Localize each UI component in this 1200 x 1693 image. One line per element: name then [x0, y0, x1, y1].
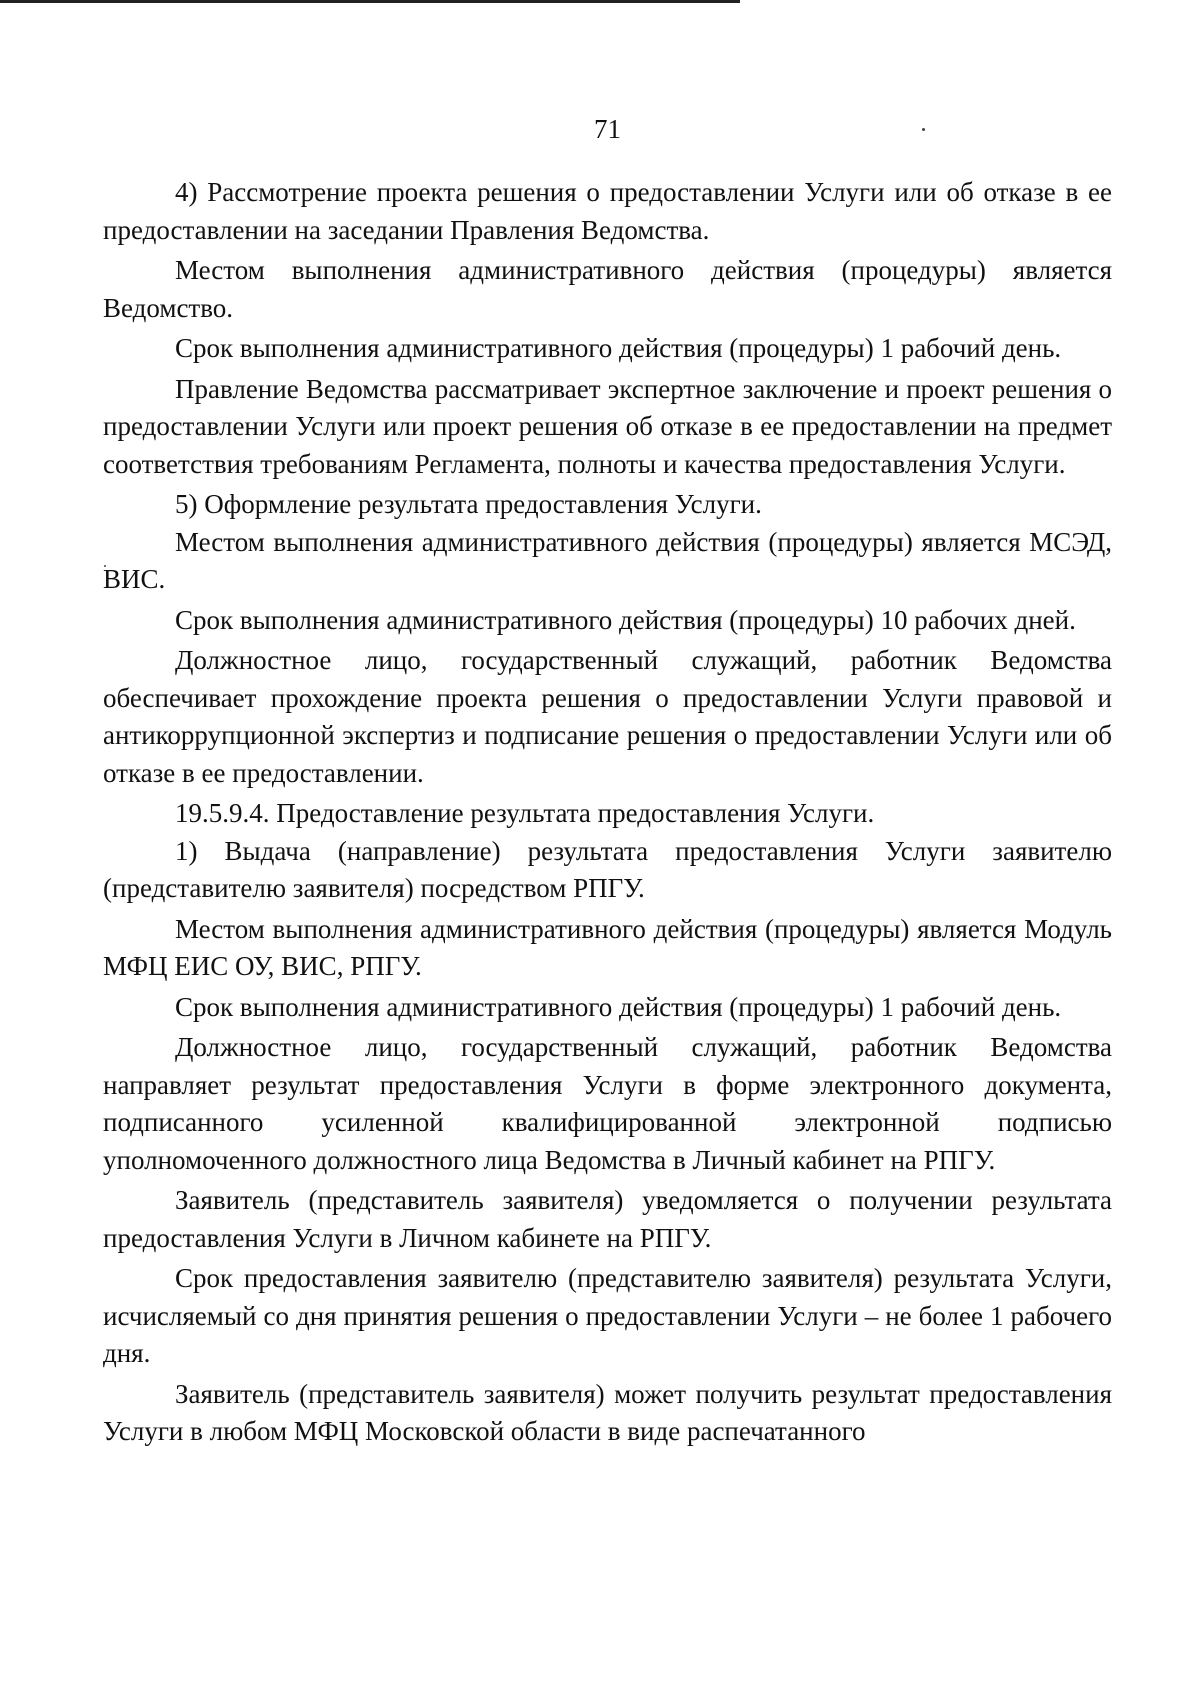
paragraph-step-5-heading: 5) Оформление результата предоставления Услуги. [175, 489, 762, 519]
paragraph-place-of-execution: Местом выполнения административного действия (процедуры) является МСЭД, ВИС. [103, 526, 1112, 594]
paragraph-step-4-heading: 4) Рассмотрение проекта решения о предоставлении Услуги или об отказе в ее предоставлении на заседании Правления Ведомства. [103, 177, 1112, 245]
paragraph-official-duties: Должностное лицо, государственный служащий, работник Ведомства обеспечивает прохождение проекта решения о предоставлении Услуги правовой и антикоррупционной экспертиз и подписание решения о предоставлении Услуги или об отказе в ее предоставлении. [103, 645, 1112, 788]
paragraph-place-of-execution: Местом выполнения административного действия (процедуры) является Модуль МФЦ ЕИС ОУ, ВИС, РПГУ. [103, 913, 1112, 981]
paragraph-execution-term: Срок выполнения административного действия (процедуры) 1 рабочий день. [175, 333, 1062, 363]
document-body [103, 174, 1112, 1451]
paragraph-execution-term: Срок выполнения административного действия (процедуры) 1 рабочий день. [175, 991, 1062, 1022]
page-number: 71 [594, 114, 621, 144]
scan-top-edge [0, 0, 740, 3]
paragraph-result-delivery-term: Срок предоставления заявителю (представителю заявителя) результата Услуги, исчисляемый со дня принятия решения о предоставлении Услуги – не более 1 рабочего дня. [103, 1263, 1112, 1368]
paragraph-applicant-notification: Заявитель (представитель заявителя) уведомляется о получении результата предоставления Услуги в Личном кабинете на РПГУ. [103, 1185, 1112, 1253]
paragraph-place-of-execution: Местом выполнения административного действия (процедуры) является Ведомство. [103, 255, 1112, 323]
paragraph-execution-term: Срок выполнения административного действия (процедуры) 10 рабочих дней. [175, 604, 1076, 635]
paragraph-step-1-heading: 1) Выдача (направление) результата предоставления Услуги заявителю (представителю заявителя) посредством РПГУ. [103, 835, 1112, 903]
paragraph-mfc-pickup: Заявитель (представитель заявителя) может получить результат предоставления Услуги в любом МФЦ Московской области в виде распечатанного [103, 1378, 1112, 1446]
paragraph-board-review: Правление Ведомства рассматривает экспертное заключение и проект решения о предоставлении Услуги или проект решения об отказе в ее предоставлении на предмет соответствия требованиям Регламента, полноты и качества предоставления Услуги. [103, 373, 1112, 479]
paragraph-official-duties: Должностное лицо, государственный служащий, работник Ведомства направляет результат предоставления Услуги в форме электронного документа, подписанного усиленной квалифицированной электронной подписью уполномоченного должностного лица Ведомства в Личный кабинет на РПГУ. [103, 1032, 1112, 1175]
paragraph-section-heading: 19.5.9.4. Предоставление результата предоставления Услуги. [175, 798, 875, 828]
